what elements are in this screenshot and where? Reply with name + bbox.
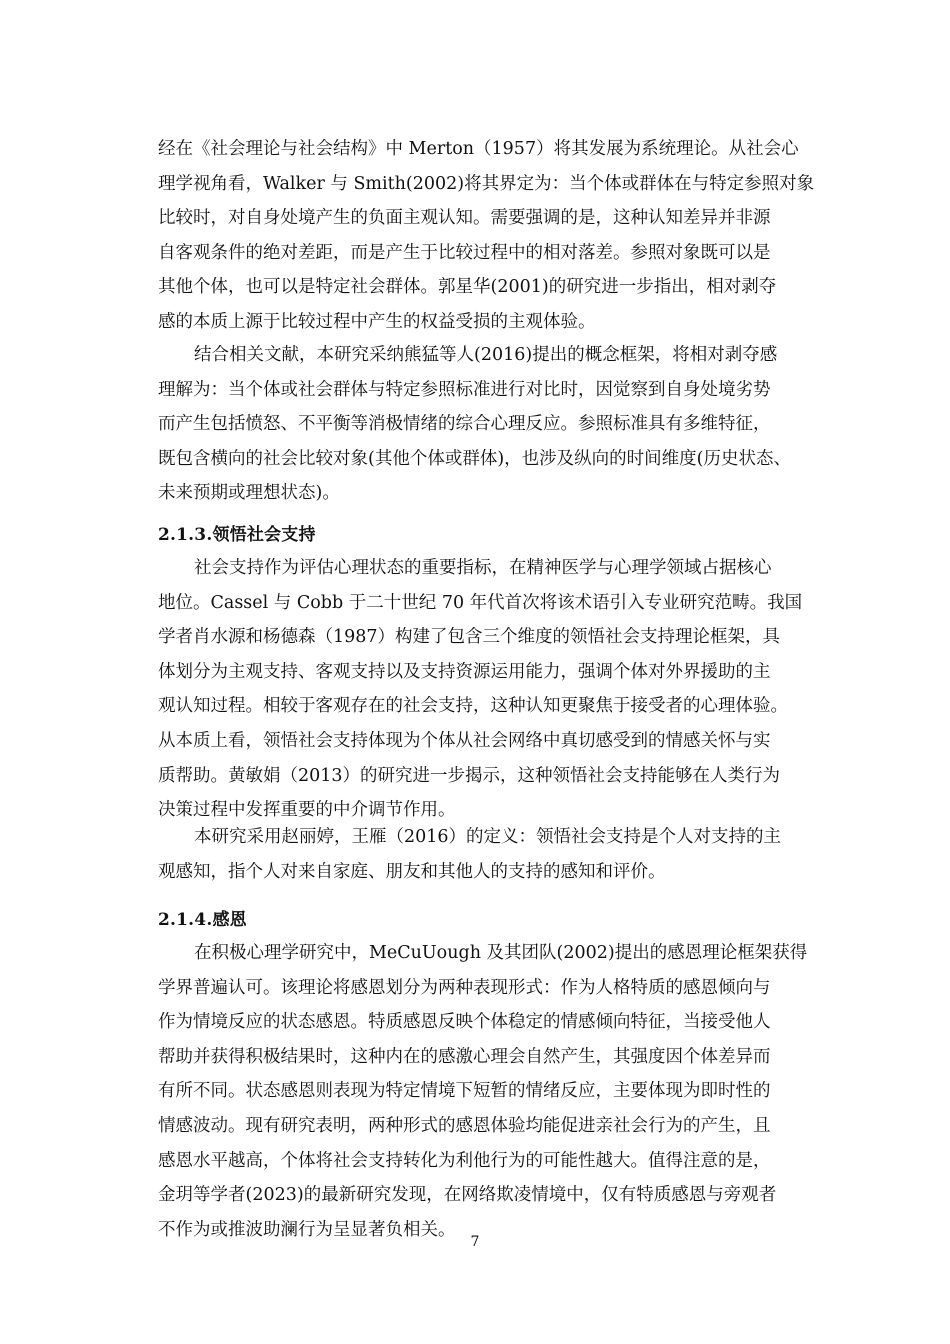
text-line: 不作为或推波助澜行为呈显著负相关。 (158, 1219, 456, 1240)
text-line: 理解为：当个体或社会群体与特定参照标准进行对比时，因觉察到自身处境劣势 (158, 379, 771, 400)
text-line: 观感知，指个人对来自家庭、朋友和其他人的支持的感知和评价。 (158, 861, 666, 882)
text-line: 自客观条件的绝对差距，而是产生于比较过程中的相对落差。参照对象既可以是 (158, 242, 771, 263)
text-line: 体划分为主观支持、客观支持以及支持资源运用能力，强调个体对外界援助的主 (158, 661, 771, 682)
text-line: 情感波动。现有研究表明，两种形式的感恩体验均能促进亲社会行为的产生，且 (158, 1115, 771, 1136)
text-line: 学界普遍认可。该理论将感恩划分为两种表现形式：作为人格特质的感恩倾向与 (158, 977, 771, 998)
text-line: 金玥等学者(2023)的最新研究发现，在网络欺凌情境中，仅有特质感恩与旁观者 (158, 1185, 777, 1206)
text-line: 经在《社会理论与社会结构》中 Merton（1957）将其发展为系统理论。从社会心 (158, 139, 799, 159)
gratitude-paragraph (158, 936, 838, 1247)
relative-deprivation-theory-paragraph (158, 132, 838, 340)
text-line: 既包含横向的社会比较对象(其他个体或群体)，也涉及纵向的时间维度(历史状态、 (158, 448, 791, 469)
text-line: 而产生包括愤怒、不平衡等消极情绪的综合心理反应。参照标准具有多维特征， (158, 414, 771, 435)
text-line: 其他个体，也可以是特定社会群体。郭星华(2001)的研究进一步指出，相对剥夺 (158, 277, 777, 298)
text-line: 地位。Cassel 与 Cobb 于二十世纪 70 年代首次将该术语引入专业研究范畴。我国 (158, 592, 803, 613)
text-line: 未来预期或理想状态)。 (158, 483, 340, 504)
text-line: 社会支持作为评估心理状态的重要指标，在精神医学与心理学领域占据核心 (194, 558, 772, 578)
text-line: 学者肖水源和杨德森（1987）构建了包含三个维度的领悟社会支持理论框架，具 (158, 627, 781, 648)
text-line: 决策过程中发挥重要的中介调节作用。 (158, 800, 456, 821)
text-line: 作为情境反应的状态感恩。特质感恩反映个体稳定的情感倾向特征，当接受他人 (158, 1012, 771, 1033)
text-line: 结合相关文献，本研究采纳熊猛等人(2016)提出的概念框架，将相对剥夺感 (194, 345, 778, 365)
text-line: 质帮助。黄敏娟（2013）的研究进一步揭示，这种领悟社会支持能够在人类行为 (158, 765, 781, 786)
text-line: 从本质上看，领悟社会支持体现为个体从社会网络中真切感受到的情感关怀与实 (158, 730, 771, 751)
section-heading-perceived-social-support: 2.1.3.领悟社会支持 (158, 525, 316, 545)
perceived-social-support-paragraph (158, 551, 838, 828)
text-line: 比较时，对自身处境产生的负面主观认知。需要强调的是，这种认知差异并非源 (158, 208, 771, 229)
perceived-social-support-definition-paragraph (158, 820, 838, 889)
section-heading-gratitude: 2.1.4.感恩 (158, 910, 247, 930)
text-line: 感恩水平越高，个体将社会支持转化为利他行为的可能性越大。值得注意的是， (158, 1150, 771, 1171)
text-line: 有所不同。状态感恩则表现为特定情境下短暂的情绪反应，主要体现为即时性的 (158, 1081, 771, 1102)
page-number: 7 (470, 1234, 480, 1250)
text-line: 观认知过程。相较于客观存在的社会支持，这种认知更聚焦于接受者的心理体验。 (158, 696, 788, 717)
text-line: 理学视角看，Walker 与 Smith(2002)将其界定为：当个体或群体在与特定参照对象 (158, 173, 815, 194)
text-line: 本研究采用赵丽婷，王雁（2016）的定义：领悟社会支持是个人对支持的主 (194, 827, 782, 847)
text-line: 感的本质上源于比较过程中产生的权益受损的主观体验。 (158, 311, 596, 332)
text-line: 在积极心理学研究中，MeCuUough 及其团队(2002)提出的感恩理论框架获得 (194, 943, 808, 963)
text-line: 帮助并获得积极结果时，这种内在的感激心理会自然产生，其强度因个体差异而 (158, 1046, 771, 1067)
relative-deprivation-definition-paragraph (158, 338, 838, 511)
